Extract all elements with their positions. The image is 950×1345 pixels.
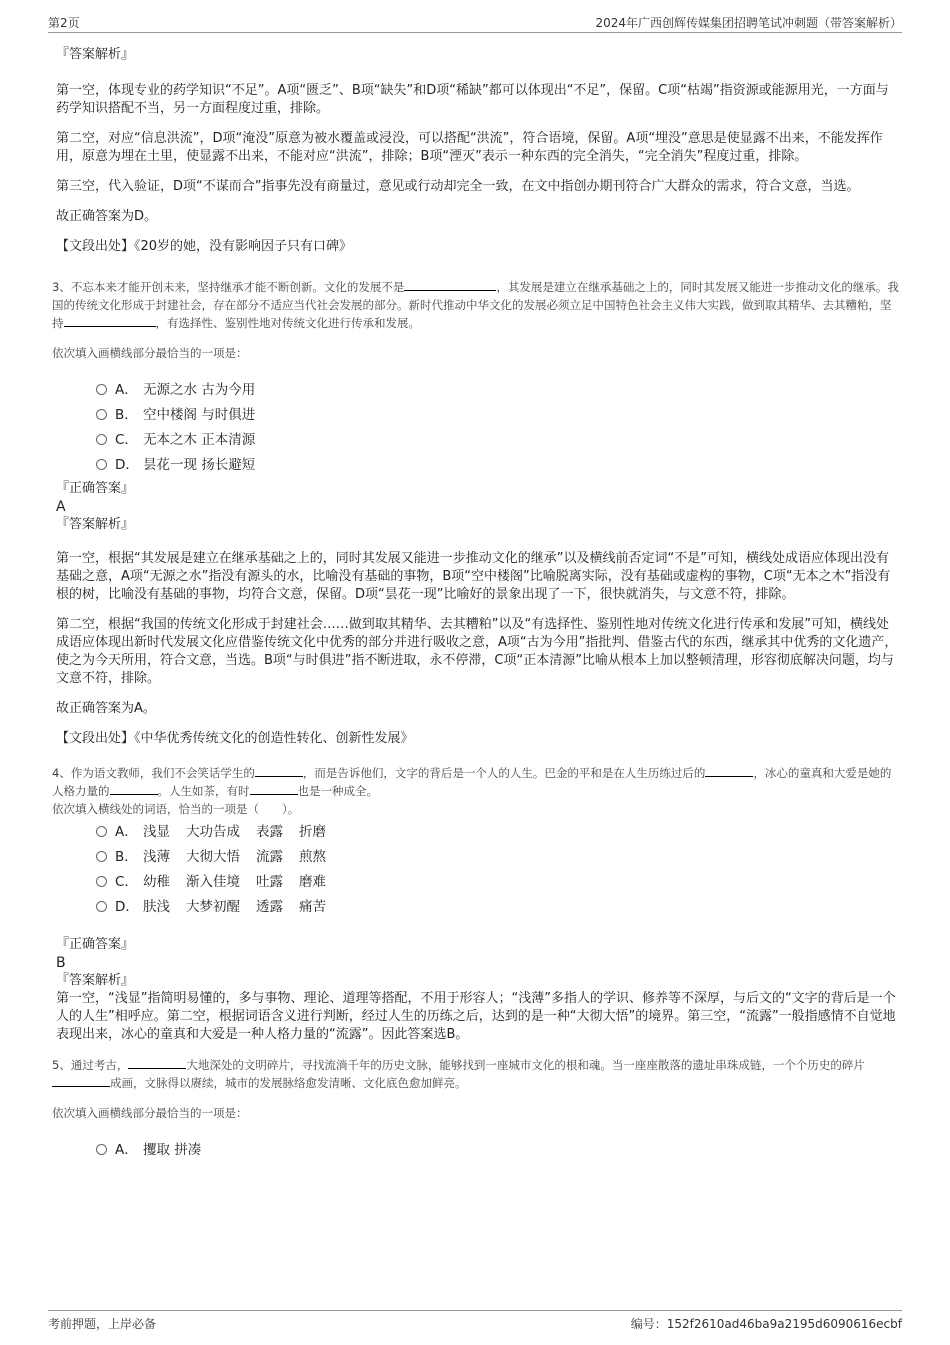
q4-prompt: 依次填入横线处的词语，恰当的一项是（ ）。 <box>52 802 300 816</box>
q5-options <box>56 1138 900 1163</box>
q3-prompt: 依次填入画横线部分最恰当的一项是： <box>52 346 248 360</box>
radio-icon[interactable] <box>96 384 107 395</box>
q2-analysis-tag: 『答案解析』 <box>56 47 135 62</box>
q4-analysis: 第一空，“浅显”指简明易懂的，多与事物、理论、道理等搭配，不用于形容人；“浅薄”多指人的学识、修养等不深厚，与后文的“文字的背后是一个人的人生”相呼应。第二空，根据词语含义进行判断，经过人生的历练之后，达到的是一种“大彻大悟”的境界。第三空，“流露”一般指感情不自觉地表现出来，冰心的童真和大爱是一种人格力量的“流露”。因此答案选B。 <box>56 991 896 1042</box>
q4-analysis-tag: 『答案解析』 <box>56 973 135 988</box>
q3-blank-1 <box>404 278 496 291</box>
q5-stem: 5、通过考古， 大地深处的文明碎片，寻找流淌千年的历史文脉，能够找到一座城市文化的根和魂。当一座座散落的遗址串珠成链，一个个历史的碎片成画，文脉得以赓续，城市的发展脉络愈发清晰、文化底色愈加鲜亮。 <box>52 1058 865 1090</box>
radio-icon[interactable] <box>96 459 107 470</box>
q2-source: 【文段出处】《20岁的她，没有影响因子只有口碑》 <box>56 239 353 254</box>
document-title: 2024年广西创辉传媒集团招聘笔试冲刺题（带答案解析） <box>595 16 902 30</box>
footer-slogan: 考前押题，上岸必备 <box>48 1317 157 1331</box>
q3-blank-2 <box>64 314 156 327</box>
q3-answer-tag: 『正确答案』 <box>56 481 135 496</box>
q3-analysis-para2: 第二空，根据“我国的传统文化形成于封建社会……做到取其精华、去其糟粕”以及“有选择性、鉴别性地对传统文化进行传承和发展”可知，横线处成语应体现出新时代发展文化应借鉴传统文化中优秀的部分并进行吸收之意，A项“古为今用”指批判、借鉴古代的东西，继承其中优秀的文化遗产，使之为今天所用，符合文意，当选。B项“与时俱进”指不断进取，永不停滞，C项“正本清源”比喻从根本上加以整顿清理，形容彻底解决问题，均与文意不符，排除。 <box>56 617 898 686</box>
q3-option-d[interactable]: D． 昙花一现 扬长避短 <box>96 453 900 478</box>
q4-blank-2 <box>705 764 753 777</box>
q4-blank-1 <box>255 764 303 777</box>
q4-option-a[interactable]: A． 浅显 大功告成 表露 折磨 <box>96 820 900 845</box>
page-footer <box>48 1310 902 1334</box>
q4-stem: 4、作为语文教师，我们不会笑话学生的 ，而是告诉他们，文字的背后是一个人的人生。巴金的平和是在人生历练过后的 ，冰心的童真和大爱是她的人格力量的 。人生如茶，有时 也是一种成全。 <box>52 766 892 798</box>
q2-analysis-para2: 第二空，对应“信息洪流”，D项“淹没”原意为被水覆盖或浸没，可以搭配“洪流”，符合语境，保留。A项“埋没”意思是使显露不出来，不能发挥作用，原意为埋在土里，使显露不出来，不能对应“洪流”，排除；B项“湮灭”表示一种东西的完全消失，“完全消失”程度过重，排除。 <box>56 131 883 164</box>
q5-blank-2 <box>52 1074 110 1087</box>
q3-options <box>56 378 900 478</box>
document-id: 编号：152f2610ad46ba9a2195d6090616ecbf <box>630 1317 902 1331</box>
q3-analysis-para1: 第一空，根据“其发展是建立在继承基础之上的，同时其发展又能进一步推动文化的继承”以及横线前否定词“不是”可知，横线处成语应体现出没有基础之意，A项“无源之水”指没有源头的水，比喻没有基础的事物，B项“空中楼阁”比喻脱离实际，没有基础或虚构的事物，C项“无本之木”指没有根的树，比喻没有基础的事物，均符合文意，保留。D项“昙花一现”比喻好的景象出现了一下，很快就消失，与文意不符，排除。 <box>56 551 891 602</box>
q4-option-d[interactable]: D． 肤浅 大梦初醒 透露 痛苦 <box>96 895 900 920</box>
q2-conclusion: 故正确答案为D。 <box>56 209 158 224</box>
radio-icon[interactable] <box>96 434 107 445</box>
page-header <box>48 14 902 33</box>
q3-stem: 3、不忘本来才能开创未来，坚持继承才能不断创新。文化的发展不是 ，其发展是建立在继承基础之上的，同时其发展又能进一步推动文化的继承。我国的传统文化形成于封建社会，存在部分不适应当代社会发展的部分。新时代推动中华文化的发展必须立足中国特色社会主义伟大实践，做到取其精华、去其糟粕，坚持 ，有选择性、鉴别性地对传统文化进行传承和发展。 <box>52 280 899 330</box>
q4-answer-tag: 『正确答案』 <box>56 937 135 952</box>
q5-option-a[interactable]: A． 攫取 拼凑 <box>96 1138 900 1163</box>
q3-analysis-tag: 『答案解析』 <box>56 517 135 532</box>
q4-option-b[interactable]: B． 浅薄 大彻大悟 流露 煎熬 <box>96 845 900 870</box>
radio-icon[interactable] <box>96 851 107 862</box>
q3-source: 【文段出处】《中华优秀传统文化的创造性转化、创新性发展》 <box>56 731 414 746</box>
q5-prompt: 依次填入画横线部分最恰当的一项是： <box>52 1106 248 1120</box>
radio-icon[interactable] <box>96 901 107 912</box>
q3-option-b[interactable]: B． 空中楼阁 与时俱进 <box>96 403 900 428</box>
radio-icon[interactable] <box>96 1144 107 1155</box>
q3-option-a[interactable]: A． 无源之水 古为今用 <box>96 378 900 403</box>
q4-answer: B <box>56 955 66 971</box>
q2-analysis-para1: 第一空，体现专业的药学知识“不足”。A项“匮乏”、B项“缺失”和D项“稀缺”都可以体现出“不足”，保留。C项“枯竭”指资源或能源用光，一方面与药学知识搭配不当，另一方面程度过重，排除。 <box>56 83 889 116</box>
q3-answer: A <box>56 499 66 515</box>
q4-blank-3 <box>110 782 158 795</box>
radio-icon[interactable] <box>96 409 107 420</box>
q5-blank-1 <box>128 1056 186 1069</box>
page-number: 第2页 <box>48 16 80 30</box>
radio-icon[interactable] <box>96 876 107 887</box>
q2-analysis-para3: 第三空，代入验证，D项“不谋而合”指事先没有商量过，意见或行动却完全一致，在文中指创办期刊符合广大群众的需求，符合文意，当选。 <box>56 179 860 194</box>
page-content <box>52 44 900 1163</box>
q3-option-c[interactable]: C． 无本之木 正本清源 <box>96 428 900 453</box>
q4-options <box>56 820 900 920</box>
q4-blank-4 <box>250 782 298 795</box>
q3-conclusion: 故正确答案为A。 <box>56 701 156 716</box>
q4-option-c[interactable]: C． 幼稚 渐入佳境 吐露 磨难 <box>96 870 900 895</box>
radio-icon[interactable] <box>96 826 107 837</box>
